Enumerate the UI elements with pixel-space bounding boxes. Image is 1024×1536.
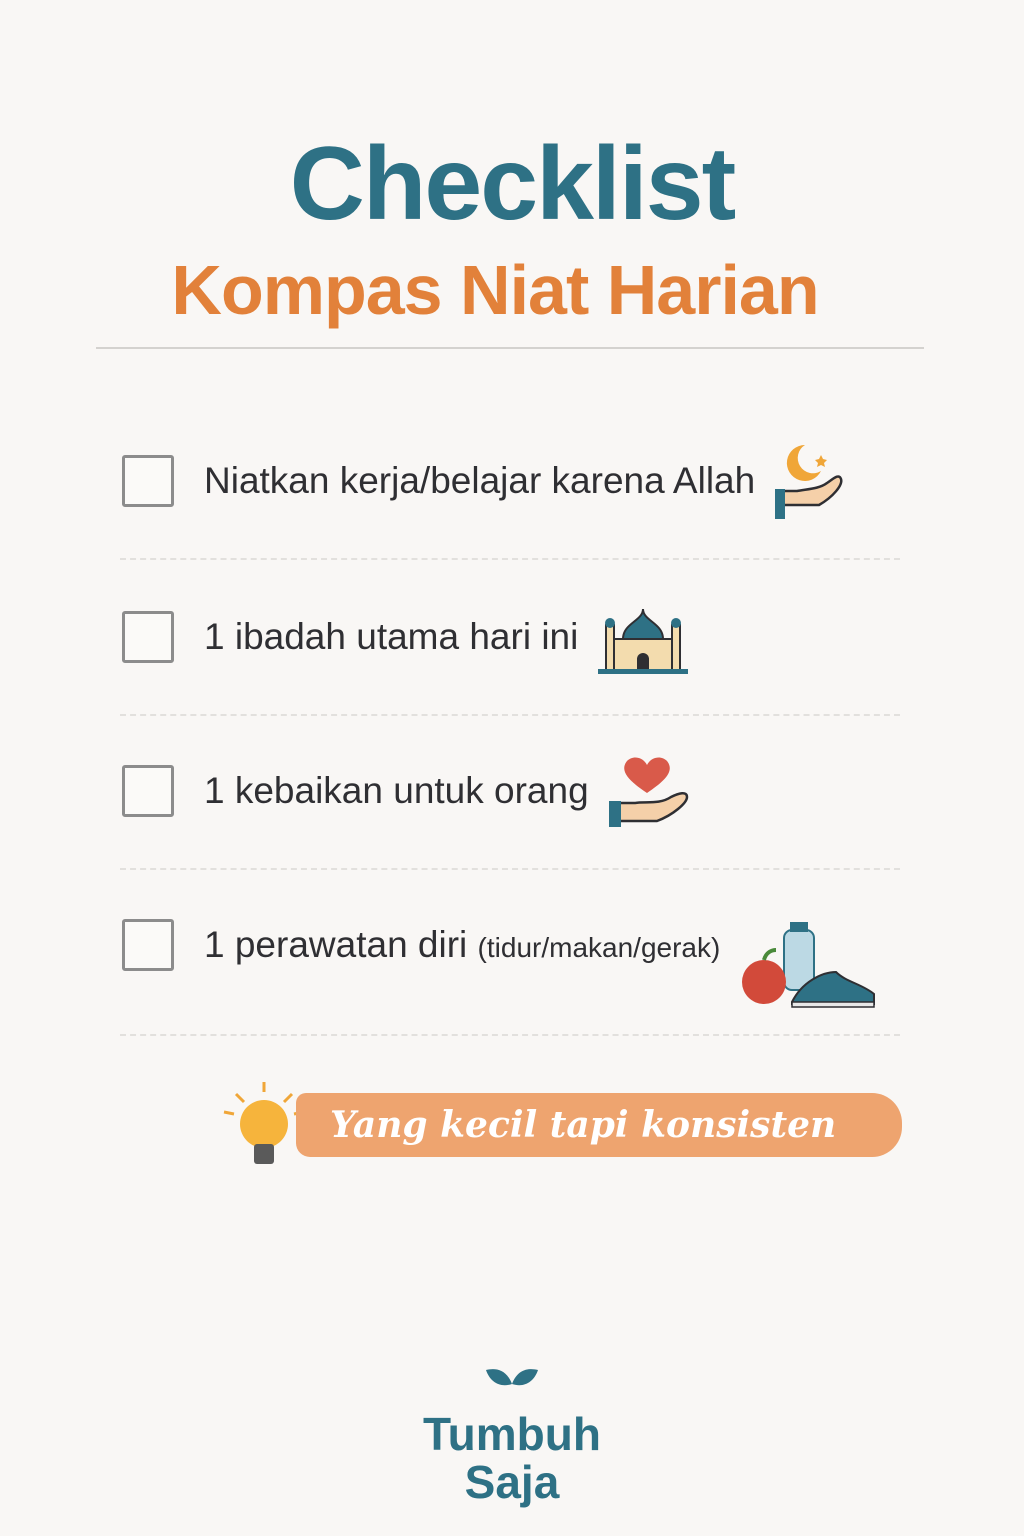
checklist-item-label: 1 kebaikan untuk orang (204, 770, 589, 811)
checklist-item-label: Niatkan kerja/belajar karena Allah (204, 460, 756, 501)
page-subtitle: Kompas Niat Harian (171, 251, 819, 329)
divider (120, 1034, 900, 1036)
heart-hand-icon (609, 753, 699, 829)
checklist-item[interactable] (122, 602, 902, 672)
lightbulb-icon (222, 1080, 306, 1170)
checklist-item-text: 1 perawatan diri (204, 924, 468, 965)
checklist-item-label: 1 ibadah utama hari ini (204, 616, 579, 657)
mosque-icon (598, 599, 688, 675)
checklist-item-note: (tidur/makan/gerak) (477, 932, 721, 963)
divider (120, 558, 900, 560)
checklist-item[interactable] (122, 910, 902, 980)
sprout-icon (484, 1362, 540, 1402)
checklist-item[interactable] (122, 446, 902, 516)
checklist-item[interactable] (122, 756, 902, 826)
checkbox[interactable] (122, 765, 174, 817)
divider (120, 714, 900, 716)
page-title: Checklist (289, 126, 735, 242)
checklist-item-label (204, 924, 720, 966)
moon-hand-icon (775, 439, 847, 523)
apple-bottle-shoe-icon (740, 920, 876, 1010)
checkbox[interactable] (122, 919, 174, 971)
divider (120, 868, 900, 870)
tip-text: Yang kecil tapi konsisten (296, 1093, 902, 1157)
checkbox[interactable] (122, 455, 174, 507)
brand-line2: Saja (464, 1456, 560, 1508)
divider (96, 347, 924, 349)
brand-line1: Tumbuh (423, 1408, 601, 1460)
brand-logo (0, 1362, 1024, 1507)
checkbox[interactable] (122, 611, 174, 663)
tip-banner (222, 1080, 902, 1170)
